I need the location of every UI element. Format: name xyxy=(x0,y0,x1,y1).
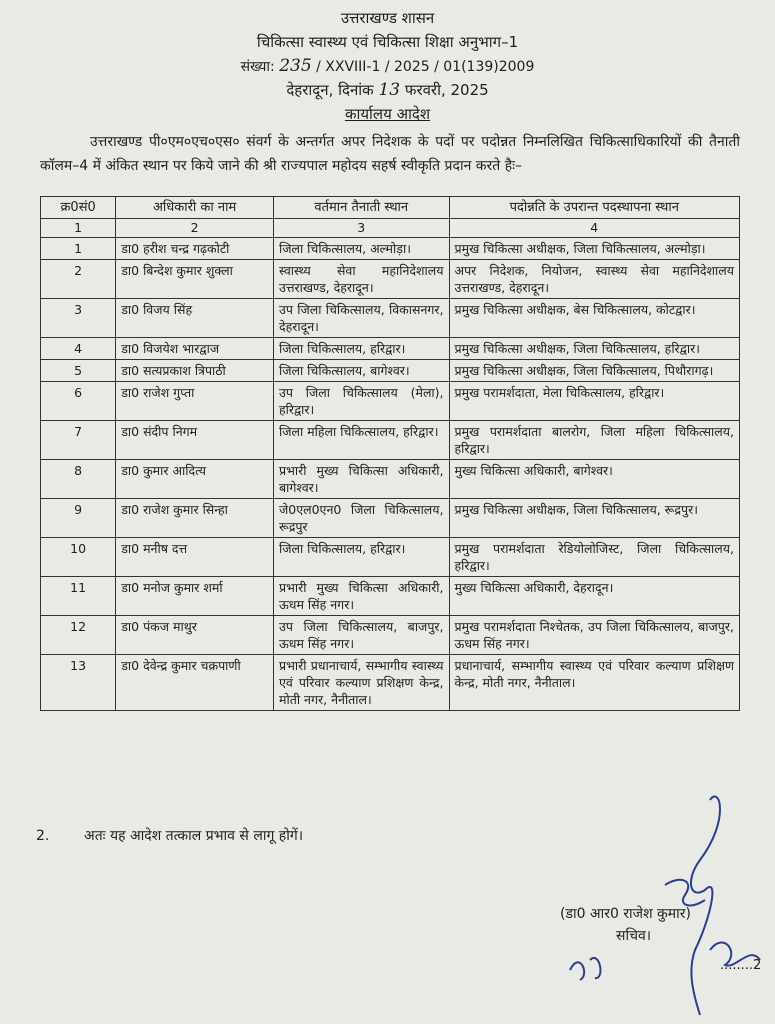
header-current: वर्तमान तैनाती स्थान xyxy=(273,197,449,219)
intro-paragraph: उत्तराखण्ड पी०एम०एच०एस० संवर्ग के अन्तर्गत अपर निदेशक के पदों पर पदोन्नत निम्नलिखित चिकित्साधिकारियों की तैनाती कॉलम–4 में अंकित स्थान पर किये जाने की श्री राज्यपाल महोदय सहर्ष स्वीकृति प्रदान करते हैः– xyxy=(40,134,740,174)
table-row xyxy=(41,616,740,655)
table-row xyxy=(41,382,740,421)
col-number: 4 xyxy=(449,219,739,238)
govt-heading: उत्तराखण्ड शासन xyxy=(340,9,435,27)
row-current-posting: प्रभारी मुख्य चिकित्सा अधिकारी, बागेश्वर। xyxy=(273,460,449,499)
row-sno: 5 xyxy=(41,360,116,382)
col-number: 2 xyxy=(116,219,274,238)
table-row xyxy=(41,299,740,338)
table-row xyxy=(41,338,740,360)
row-new-posting: प्रमुख चिकित्सा अधीक्षक, जिला चिकित्सालय, रूद्रपुर। xyxy=(449,499,739,538)
table-row xyxy=(41,499,740,538)
row-current-posting: जिला चिकित्सालय, हरिद्वार। xyxy=(273,538,449,577)
point-2-text: अतः यह आदेश तत्काल प्रभाव से लागू होगें। xyxy=(84,828,304,844)
row-current-posting: जिला चिकित्सालय, अल्मोड़ा। xyxy=(273,238,449,260)
row-officer-name: डा0 मनीष दत्त xyxy=(116,538,274,577)
reference-number xyxy=(0,56,775,76)
header-posting: पदोन्नति के उपरान्त पदस्थापना स्थान xyxy=(449,197,739,219)
row-officer-name: डा0 बिन्देश कुमार शुक्ला xyxy=(116,260,274,299)
table-row xyxy=(41,421,740,460)
point-2 xyxy=(36,826,303,845)
row-sno: 2 xyxy=(41,260,116,299)
row-sno: 6 xyxy=(41,382,116,421)
row-new-posting: मुख्य चिकित्सा अधिकारी, देहरादून। xyxy=(449,577,739,616)
row-new-posting: मुख्य चिकित्सा अधिकारी, बागेश्वर। xyxy=(449,460,739,499)
table-row xyxy=(41,238,740,260)
row-sno: 8 xyxy=(41,460,116,499)
row-current-posting: उप जिला चिकित्सालय, बाजपुर, ऊधम सिंह नगर। xyxy=(273,616,449,655)
table-row xyxy=(41,577,740,616)
table-row xyxy=(41,360,740,382)
row-new-posting: प्रधानाचार्य, सम्भागीय स्वास्थ्य एवं परिवार कल्याण प्रशिक्षण केन्द्र, मोती नगर, नैनीताल। xyxy=(449,655,739,711)
department-heading: चिकित्सा स्वास्थ्य एवं चिकित्सा शिक्षा अनुभाग–1 xyxy=(256,33,519,51)
row-officer-name: डा0 कुमार आदित्य xyxy=(116,460,274,499)
page-continue: ........2 xyxy=(720,958,762,973)
row-new-posting: प्रमुख परामर्शदाता बालरोग, जिला महिला चिकित्सालय, हरिद्वार। xyxy=(449,421,739,460)
date-suffix: फरवरी, 2025 xyxy=(404,81,489,99)
sankhya-label: संख्या: xyxy=(240,59,275,75)
row-current-posting: स्वास्थ्य सेवा महानिदेशालय उत्तराखण्ड, देहरादून। xyxy=(273,260,449,299)
col-number: 1 xyxy=(41,219,116,238)
order-title: कार्यालय आदेश xyxy=(344,105,431,123)
row-current-posting: जे0एल0एन0 जिला चिकित्सालय, रूद्रपुर xyxy=(273,499,449,538)
column-number-row xyxy=(41,219,740,238)
header-name: अधिकारी का नाम xyxy=(116,197,274,219)
table-header-row xyxy=(41,197,740,219)
sankhya-number: 235 xyxy=(279,56,312,76)
signatory-name: (डा0 आर0 राजेश कुमार) xyxy=(560,906,691,922)
row-officer-name: डा0 पंकज माथुर xyxy=(116,616,274,655)
date-line xyxy=(0,80,775,100)
row-new-posting: प्रमुख परामर्शदाता, मेला चिकित्सालय, हरिद्वार। xyxy=(449,382,739,421)
sankhya-rest: / XXVIII-1 / 2025 / 01(139)2009 xyxy=(316,59,535,75)
table-row xyxy=(41,260,740,299)
row-new-posting: प्रमुख चिकित्सा अधीक्षक, जिला चिकित्सालय, पिथौरागढ़। xyxy=(449,360,739,382)
row-new-posting: प्रमुख चिकित्सा अधीक्षक, बेस चिकित्सालय, कोटद्वार। xyxy=(449,299,739,338)
table-row xyxy=(41,655,740,711)
row-officer-name: डा0 सत्यप्रकाश त्रिपाठी xyxy=(116,360,274,382)
row-officer-name: डा0 राजेश गुप्ता xyxy=(116,382,274,421)
row-sno: 10 xyxy=(41,538,116,577)
row-officer-name: डा0 मनोज कुमार शर्मा xyxy=(116,577,274,616)
table-row xyxy=(41,460,740,499)
row-officer-name: डा0 संदीप निगम xyxy=(116,421,274,460)
date-prefix: देहरादून, दिनांक xyxy=(286,81,374,99)
point-2-number: 2. xyxy=(36,828,50,844)
row-current-posting: जिला महिला चिकित्सालय, हरिद्वार। xyxy=(273,421,449,460)
row-officer-name: डा0 विजयेश भारद्वाज xyxy=(116,338,274,360)
header-sno: क्र0सं0 xyxy=(41,197,116,219)
row-sno: 9 xyxy=(41,499,116,538)
row-sno: 3 xyxy=(41,299,116,338)
row-current-posting: प्रभारी मुख्य चिकित्सा अधिकारी, ऊधम सिंह नगर। xyxy=(273,577,449,616)
date-day: 13 xyxy=(378,80,401,100)
table-row xyxy=(41,538,740,577)
row-current-posting: उप जिला चिकित्सालय, विकासनगर, देहरादून। xyxy=(273,299,449,338)
row-new-posting: प्रमुख परामर्शदाता रेडियोलोजिस्ट, जिला चिकित्सालय, हरिद्वार। xyxy=(449,538,739,577)
row-current-posting: जिला चिकित्सालय, हरिद्वार। xyxy=(273,338,449,360)
row-new-posting: प्रमुख चिकित्सा अधीक्षक, जिला चिकित्सालय, अल्मोड़ा। xyxy=(449,238,739,260)
row-current-posting: उप जिला चिकित्सालय (मेला), हरिद्वार। xyxy=(273,382,449,421)
col-number: 3 xyxy=(273,219,449,238)
row-officer-name: डा0 हरीश चन्द्र गढ़कोटी xyxy=(116,238,274,260)
row-officer-name: डा0 विजय सिंह xyxy=(116,299,274,338)
row-sno: 4 xyxy=(41,338,116,360)
posting-table xyxy=(40,196,740,711)
row-sno: 12 xyxy=(41,616,116,655)
row-sno: 11 xyxy=(41,577,116,616)
row-sno: 7 xyxy=(41,421,116,460)
row-current-posting: जिला चिकित्सालय, बागेश्वर। xyxy=(273,360,449,382)
signatory-title: सचिव। xyxy=(616,928,652,944)
row-sno: 1 xyxy=(41,238,116,260)
row-officer-name: डा0 राजेश कुमार सिन्हा xyxy=(116,499,274,538)
row-current-posting: प्रभारी प्रधानाचार्य, सम्भागीय स्वास्थ्य एवं परिवार कल्याण प्रशिक्षण केन्द्र, मोती नगर, नैनीताल। xyxy=(273,655,449,711)
handwritten-signature xyxy=(560,780,775,1020)
row-new-posting: अपर निदेशक, नियोजन, स्वास्थ्य सेवा महानिदेशालय उत्तराखण्ड, देहरादून। xyxy=(449,260,739,299)
row-new-posting: प्रमुख चिकित्सा अधीक्षक, जिला चिकित्सालय, हरिद्वार। xyxy=(449,338,739,360)
row-new-posting: प्रमुख परामर्शदाता निश्चेतक, उप जिला चिकित्सालय, बाजपुर, ऊधम सिंह नगर। xyxy=(449,616,739,655)
row-officer-name: डा0 देवेन्द्र कुमार चक्रपाणी xyxy=(116,655,274,711)
row-sno: 13 xyxy=(41,655,116,711)
